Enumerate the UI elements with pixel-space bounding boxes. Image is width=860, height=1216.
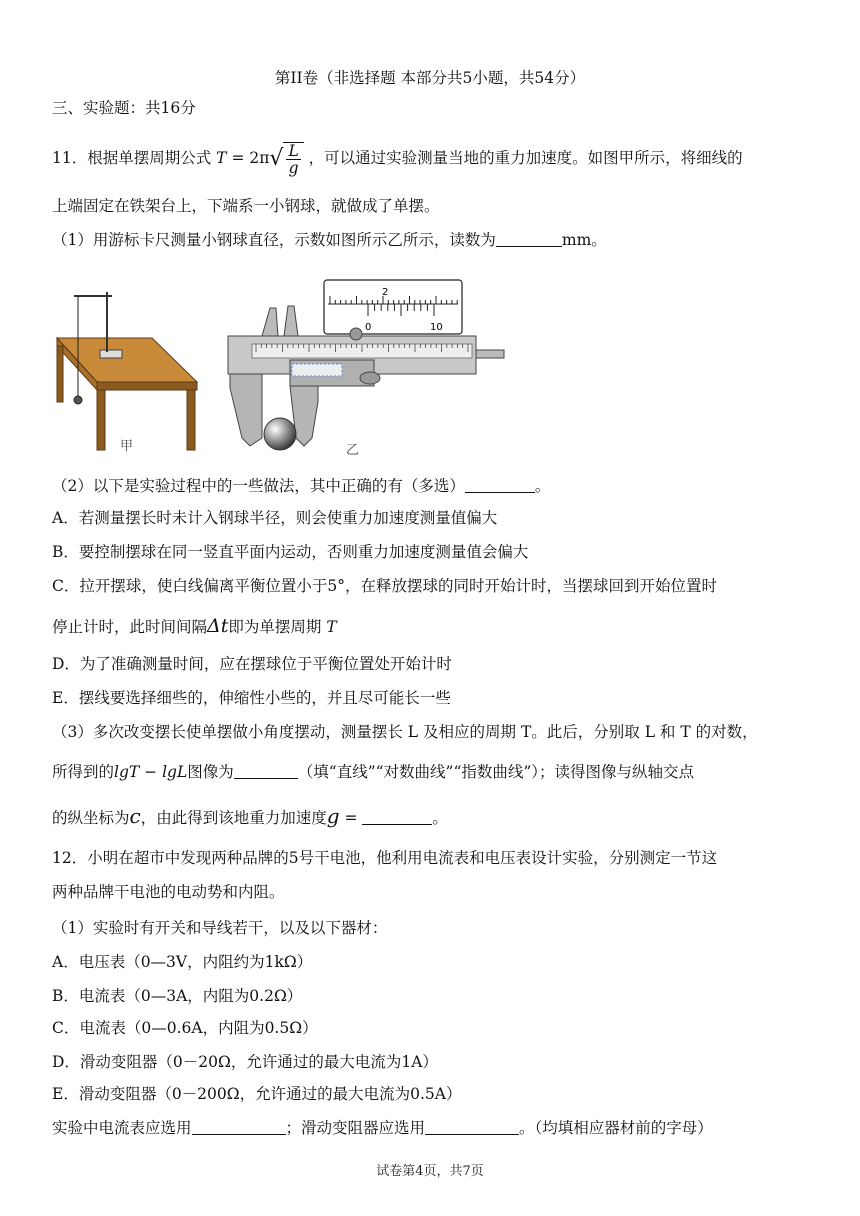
inset-main-label: 2 (382, 287, 389, 298)
formula-sqrt: √ $\frac{L}{g}$ (269, 142, 303, 176)
q12-answer-line: 实验中电流表应选用 ；滑动变阻器应选用 。（均填相应器材前的字母） (52, 1119, 713, 1137)
q11-option-b: B．要控制摆球在同一竖直平面内运动，否则重力加速度测量值会偏大 (52, 543, 529, 561)
formula-fraction: $\frac{L}{g}$ (288, 142, 299, 177)
answer-blank[interactable] (362, 808, 432, 825)
caliper-figure (222, 278, 506, 458)
q11-option-a: A．若测量摆长时未计入钢球半径，则会使重力加速度测量值偏大 (52, 509, 498, 527)
formula-T: T (216, 149, 227, 167)
answer-blank[interactable] (192, 1118, 286, 1135)
q12-option-e: E．滑动变阻器（0－200Ω，允许通过的最大电流为0.5A） (52, 1085, 462, 1103)
q11-part3-line3: 的纵坐标为c，由此得到该地重力加速度g = 。 (52, 804, 448, 828)
q11-option-d: D．为了准确测量时间，应在摆球位于平衡位置处开始计时 (52, 655, 452, 673)
q11-intro: 11．根据单摆周期公式 T = 2π √ $\frac{L}{g}$ ，可以通过实验测量当地的重力加速度。如图甲所示，将细线的 (52, 142, 743, 177)
figure-label-yi: 乙 (346, 443, 360, 458)
section-title: 第II卷（非选择题 本部分共5小题，共54分） (274, 69, 586, 87)
q11-option-c2: 停止计时，此时间间隔Δt即为单摆周期 T (52, 615, 337, 637)
section-heading: 三、实验题：共16分 (52, 99, 196, 117)
q12-option-c: C．电流表（0—0.6A，内阻为0.5Ω） (52, 1019, 318, 1037)
q11-line2: 上端固定在铁架台上，下端系一小钢球，就做成了单摆。 (52, 197, 440, 215)
inset-vernier-ten: 10 (430, 322, 443, 333)
q11-option-e: E．摆线要选择细些的，伸缩性小些的，并且尽可能长一些 (52, 689, 451, 707)
page-footer: 试卷第4页，共7页 (376, 1164, 484, 1179)
pendulum-figure (52, 282, 202, 458)
figure-label-jia: 甲 (120, 439, 134, 454)
q11-option-c1: C．拉开摆球，使白线偏离平衡位置小于5°，在释放摆球的同时开始计时，当摆球回到开始位置时 (52, 577, 717, 595)
formula-eq: = 2π (226, 149, 270, 167)
q12-option-d: D．滑动变阻器（0－20Ω，允许通过的最大电流为1A） (52, 1053, 438, 1071)
answer-blank[interactable] (234, 762, 298, 779)
answer-blank[interactable] (465, 476, 535, 493)
q12-line1: 12．小明在超市中发现两种品牌的5号干电池，他利用电流表和电压表设计实验，分别测定一节这 (52, 849, 718, 867)
q12-option-b: B．电流表（0—3A，内阻为0.2Ω） (52, 987, 303, 1005)
inset-vernier-zero: 0 (365, 322, 372, 333)
answer-blank[interactable] (496, 230, 562, 247)
q11-part2: （2）以下是实验过程中的一些做法，其中正确的有（多选） 。 (52, 477, 551, 495)
q12-part1: （1）实验时有开关和导线若干，以及以下器材： (52, 919, 388, 937)
q12-line2: 两种品牌干电池的电动势和内阻。 (52, 883, 285, 901)
q11-part3-line2: 所得到的lgT − lgL图像为 （填“直线”“对数曲线”“指数曲线”）；读得图像与纵轴交点 (52, 763, 695, 781)
q12-option-a: A．电压表（0—3V，内阻约为1kΩ） (52, 953, 313, 971)
answer-blank[interactable] (425, 1118, 519, 1135)
q11-part3-line1: （3）多次改变摆长使单摆做小角度摆动，测量摆长 L 及相应的周期 T。此后，分别取 L 和 T 的对数， (52, 723, 758, 741)
q11-part1: （1）用游标卡尺测量小钢球直径，示数如图所示乙所示，读数为 mm。 (52, 231, 607, 249)
